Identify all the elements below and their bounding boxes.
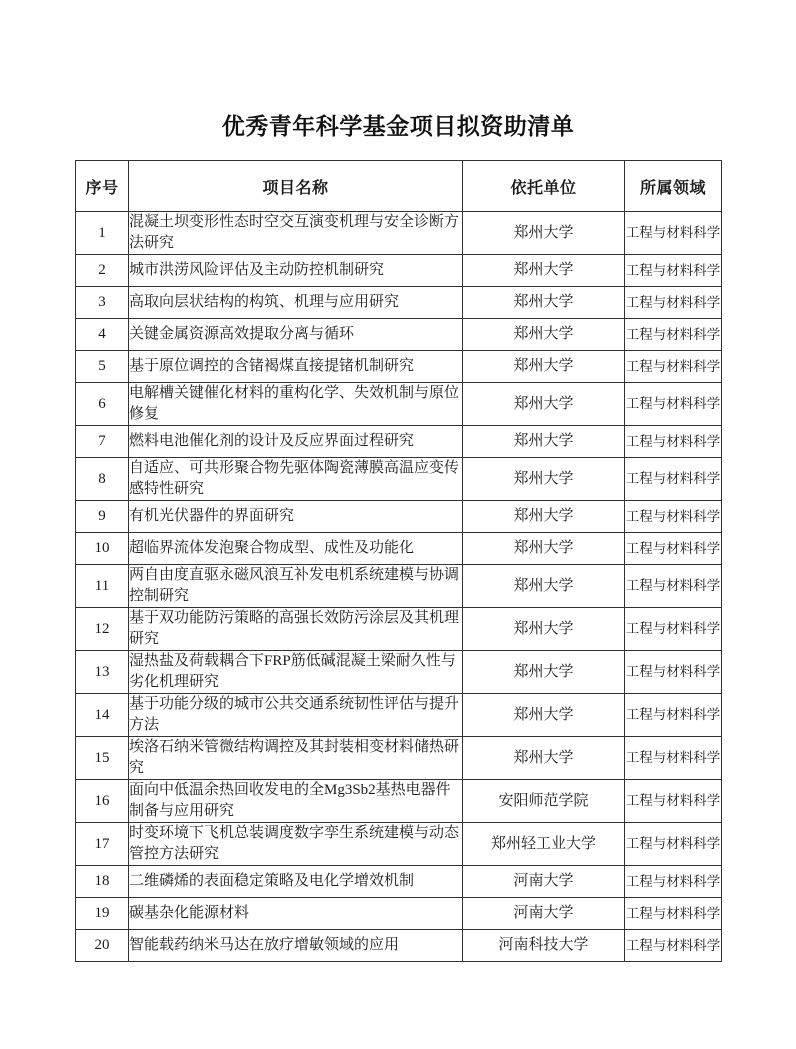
funding-list-table xyxy=(75,160,722,962)
cell-research-field: 工程与材料科学 xyxy=(625,351,722,383)
cell-project-name: 关键金属资源高效提取分离与循环 xyxy=(129,319,463,351)
cell-project-name: 智能载药纳米马达在放疗增敏领域的应用 xyxy=(129,930,463,962)
cell-research-field: 工程与材料科学 xyxy=(625,501,722,533)
cell-project-name: 自适应、可共形聚合物先驱体陶瓷薄膜高温应变传感特性研究 xyxy=(129,458,463,501)
cell-research-field: 工程与材料科学 xyxy=(625,694,722,737)
table-row xyxy=(76,565,722,608)
cell-host-institution: 郑州轻工业大学 xyxy=(463,823,625,866)
cell-research-field: 工程与材料科学 xyxy=(625,533,722,565)
cell-host-institution: 郑州大学 xyxy=(463,212,625,255)
column-header-unit: 依托单位 xyxy=(463,161,625,212)
table-header-row xyxy=(76,161,722,212)
cell-project-name: 湿热盐及荷载耦合下FRP筋低碱混凝土梁耐久性与劣化机理研究 xyxy=(129,651,463,694)
cell-research-field: 工程与材料科学 xyxy=(625,426,722,458)
table-row xyxy=(76,651,722,694)
cell-sequence-number: 5 xyxy=(76,351,129,383)
cell-host-institution: 郑州大学 xyxy=(463,458,625,501)
table-row xyxy=(76,319,722,351)
cell-sequence-number: 3 xyxy=(76,287,129,319)
cell-research-field: 工程与材料科学 xyxy=(625,287,722,319)
table-row xyxy=(76,212,722,255)
cell-sequence-number: 11 xyxy=(76,565,129,608)
table-row xyxy=(76,426,722,458)
cell-sequence-number: 1 xyxy=(76,212,129,255)
cell-sequence-number: 18 xyxy=(76,866,129,898)
cell-project-name: 基于功能分级的城市公共交通系统韧性评估与提升方法 xyxy=(129,694,463,737)
cell-research-field: 工程与材料科学 xyxy=(625,319,722,351)
cell-project-name: 高取向层状结构的构筑、机理与应用研究 xyxy=(129,287,463,319)
cell-project-name: 两自由度直驱永磁风浪互补发电机系统建模与协调控制研究 xyxy=(129,565,463,608)
table-row xyxy=(76,930,722,962)
cell-host-institution: 郑州大学 xyxy=(463,737,625,780)
cell-research-field: 工程与材料科学 xyxy=(625,212,722,255)
cell-project-name: 有机光伏器件的界面研究 xyxy=(129,501,463,533)
cell-sequence-number: 20 xyxy=(76,930,129,962)
cell-research-field: 工程与材料科学 xyxy=(625,651,722,694)
table-body xyxy=(76,212,722,962)
cell-research-field: 工程与材料科学 xyxy=(625,565,722,608)
cell-research-field: 工程与材料科学 xyxy=(625,737,722,780)
cell-research-field: 工程与材料科学 xyxy=(625,780,722,823)
cell-research-field: 工程与材料科学 xyxy=(625,930,722,962)
cell-sequence-number: 2 xyxy=(76,255,129,287)
cell-research-field: 工程与材料科学 xyxy=(625,823,722,866)
cell-sequence-number: 6 xyxy=(76,383,129,426)
table-row xyxy=(76,694,722,737)
cell-project-name: 超临界流体发泡聚合物成型、成性及功能化 xyxy=(129,533,463,565)
table-row xyxy=(76,383,722,426)
cell-host-institution: 郑州大学 xyxy=(463,694,625,737)
cell-research-field: 工程与材料科学 xyxy=(625,608,722,651)
cell-sequence-number: 9 xyxy=(76,501,129,533)
table-row xyxy=(76,255,722,287)
cell-host-institution: 郑州大学 xyxy=(463,651,625,694)
cell-host-institution: 郑州大学 xyxy=(463,533,625,565)
table-row xyxy=(76,780,722,823)
cell-host-institution: 郑州大学 xyxy=(463,319,625,351)
cell-research-field: 工程与材料科学 xyxy=(625,866,722,898)
cell-project-name: 时变环境下飞机总装调度数字孪生系统建模与动态管控方法研究 xyxy=(129,823,463,866)
cell-research-field: 工程与材料科学 xyxy=(625,255,722,287)
cell-host-institution: 河南科技大学 xyxy=(463,930,625,962)
cell-project-name: 埃洛石纳米管微结构调控及其封装相变材料储热研究 xyxy=(129,737,463,780)
cell-project-name: 电解槽关键催化材料的重构化学、失效机制与原位修复 xyxy=(129,383,463,426)
table-row xyxy=(76,898,722,930)
cell-research-field: 工程与材料科学 xyxy=(625,458,722,501)
table-row xyxy=(76,866,722,898)
table-row xyxy=(76,501,722,533)
cell-project-name: 燃料电池催化剂的设计及反应界面过程研究 xyxy=(129,426,463,458)
cell-host-institution: 郑州大学 xyxy=(463,501,625,533)
cell-sequence-number: 4 xyxy=(76,319,129,351)
table-row xyxy=(76,458,722,501)
cell-host-institution: 安阳师范学院 xyxy=(463,780,625,823)
cell-project-name: 面向中低温余热回收发电的全Mg3Sb2基热电器件制备与应用研究 xyxy=(129,780,463,823)
cell-host-institution: 郑州大学 xyxy=(463,565,625,608)
cell-research-field: 工程与材料科学 xyxy=(625,898,722,930)
cell-host-institution: 郑州大学 xyxy=(463,351,625,383)
table-row xyxy=(76,737,722,780)
cell-host-institution: 郑州大学 xyxy=(463,255,625,287)
column-header-name: 项目名称 xyxy=(129,161,463,212)
cell-sequence-number: 16 xyxy=(76,780,129,823)
cell-project-name: 基于双功能防污策略的高强长效防污涂层及其机理研究 xyxy=(129,608,463,651)
funding-list-table-container xyxy=(75,160,721,962)
table-row xyxy=(76,287,722,319)
cell-sequence-number: 12 xyxy=(76,608,129,651)
cell-project-name: 碳基杂化能源材料 xyxy=(129,898,463,930)
table-header xyxy=(76,161,722,212)
cell-host-institution: 郑州大学 xyxy=(463,608,625,651)
table-row xyxy=(76,608,722,651)
page-title: 优秀青年科学基金项目拟资助清单 xyxy=(221,114,575,139)
cell-sequence-number: 14 xyxy=(76,694,129,737)
table-row xyxy=(76,351,722,383)
cell-sequence-number: 7 xyxy=(76,426,129,458)
cell-project-name: 城市洪涝风险评估及主动防控机制研究 xyxy=(129,255,463,287)
cell-project-name: 二维磷烯的表面稳定策略及电化学增效机制 xyxy=(129,866,463,898)
cell-host-institution: 河南大学 xyxy=(463,898,625,930)
column-header-seq: 序号 xyxy=(76,161,129,212)
cell-research-field: 工程与材料科学 xyxy=(625,383,722,426)
column-header-field: 所属领域 xyxy=(625,161,722,212)
cell-host-institution: 郑州大学 xyxy=(463,426,625,458)
cell-sequence-number: 8 xyxy=(76,458,129,501)
cell-sequence-number: 10 xyxy=(76,533,129,565)
table-row xyxy=(76,823,722,866)
table-row xyxy=(76,533,722,565)
cell-sequence-number: 15 xyxy=(76,737,129,780)
cell-sequence-number: 13 xyxy=(76,651,129,694)
cell-project-name: 混凝土坝变形性态时空交互演变机理与安全诊断方法研究 xyxy=(129,212,463,255)
cell-host-institution: 河南大学 xyxy=(463,866,625,898)
cell-project-name: 基于原位调控的含锗褐煤直接提锗机制研究 xyxy=(129,351,463,383)
cell-host-institution: 郑州大学 xyxy=(463,287,625,319)
cell-sequence-number: 17 xyxy=(76,823,129,866)
cell-host-institution: 郑州大学 xyxy=(463,383,625,426)
cell-sequence-number: 19 xyxy=(76,898,129,930)
